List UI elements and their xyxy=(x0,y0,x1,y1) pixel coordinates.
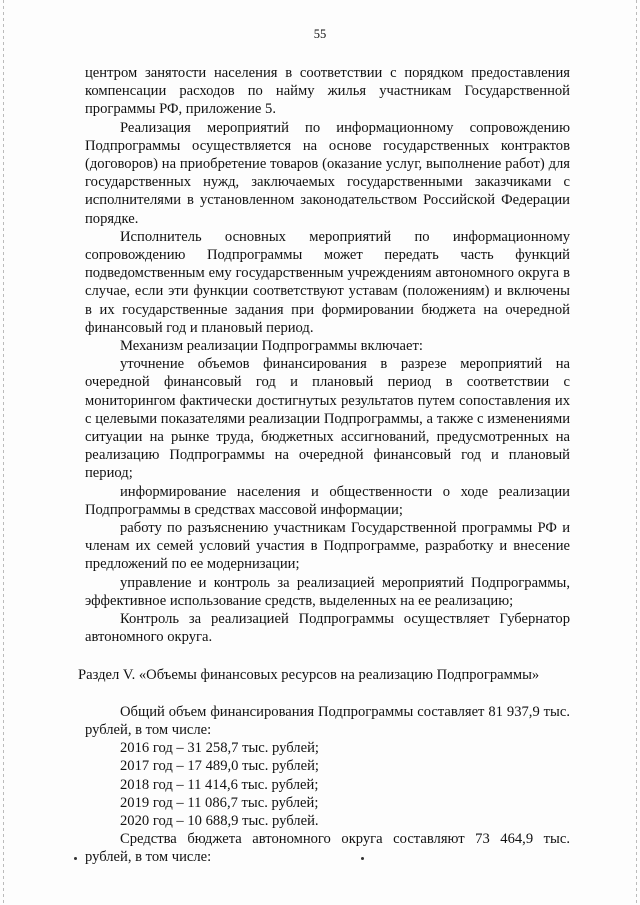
list-item: управление и контроль за реализацией мероприятий Подпрограммы, эффективное использование средств, выделенных на ее реализацию; xyxy=(85,574,570,609)
list-item: информирование населения и общественности о ходе реализации Подпрограммы в средствах массовой информации; xyxy=(85,483,570,518)
document-body xyxy=(78,64,570,867)
list-item: уточнение объемов финансирования в разрезе мероприятий на очередной финансовый год и плановый период в соответствии с мониторингом фактически достигнутых результатов путем сопоставления их с целевыми показателями реализации Подпрограммы, а также с изменениями ситуации на рынке труда, бюджетных ассигнований, предусмотренных на реализацию Подпрограммы на очередной финансовый год и плановый период; xyxy=(85,356,570,482)
budget-paragraph: Средства бюджета автономного округа составляют 73 464,9 тыс. рублей, в том числе: xyxy=(85,831,570,866)
page-number: 55 xyxy=(313,27,327,41)
financing-total-paragraph: Общий объем финансирования Подпрограммы составляет 81 937,9 тыс. рублей, в том числе: xyxy=(85,703,570,738)
scan-edge-left xyxy=(3,0,4,905)
scan-edge-right xyxy=(636,0,637,905)
list-item: работу по разъяснению участникам Государственной программы РФ и членам их семей условий участия в Подпрограмме, разработку и внесение предложений по ее модернизации; xyxy=(85,520,570,573)
financing-year-line: 2016 год – 31 258,7 тыс. рублей; xyxy=(120,740,319,757)
financing-year-line: 2017 год – 17 489,0 тыс. рублей; xyxy=(120,758,319,775)
financing-year-line: 2019 год – 11 086,7 тыс. рублей; xyxy=(120,794,319,811)
scan-speck xyxy=(74,857,77,860)
paragraph: Механизм реализации Подпрограммы включает: xyxy=(120,338,423,355)
paragraph: центром занятости населения в соответствии с порядком предоставления компенсации расходов по найму жилья участникам Государственной программы РФ, приложение 5. xyxy=(85,65,570,118)
paragraph: Контроль за реализацией Подпрограммы осуществляет Губернатор автономного округа. xyxy=(85,611,570,646)
paragraph: Реализация мероприятий по информационному сопровождению Подпрограммы осуществляется на основе государственных контрактов (договоров) на приобретение товаров (оказание услуг, выполнение работ) для государственных нужд, заключаемых государственными заказчиками с исполнителями в установленном законодательством Российской Федерации порядке. xyxy=(85,119,570,227)
financing-year-line: 2020 год – 10 688,9 тыс. рублей. xyxy=(120,812,319,829)
financing-year-line: 2018 год – 11 414,6 тыс. рублей; xyxy=(120,776,319,793)
scan-speck xyxy=(361,857,364,860)
section-heading: Раздел V. «Объемы финансовых ресурсов на реализацию Подпрограммы» xyxy=(78,666,540,683)
paragraph: Исполнитель основных мероприятий по информационному сопровождению Подпрограммы может передать часть функций подведомственным ему государственным учреждениям автономного округа в случае, если эти функции соответствуют уставам (положениям) и включены в их государственные задания при формировании бюджета на очередной финансовый год и плановый период. xyxy=(85,228,570,336)
